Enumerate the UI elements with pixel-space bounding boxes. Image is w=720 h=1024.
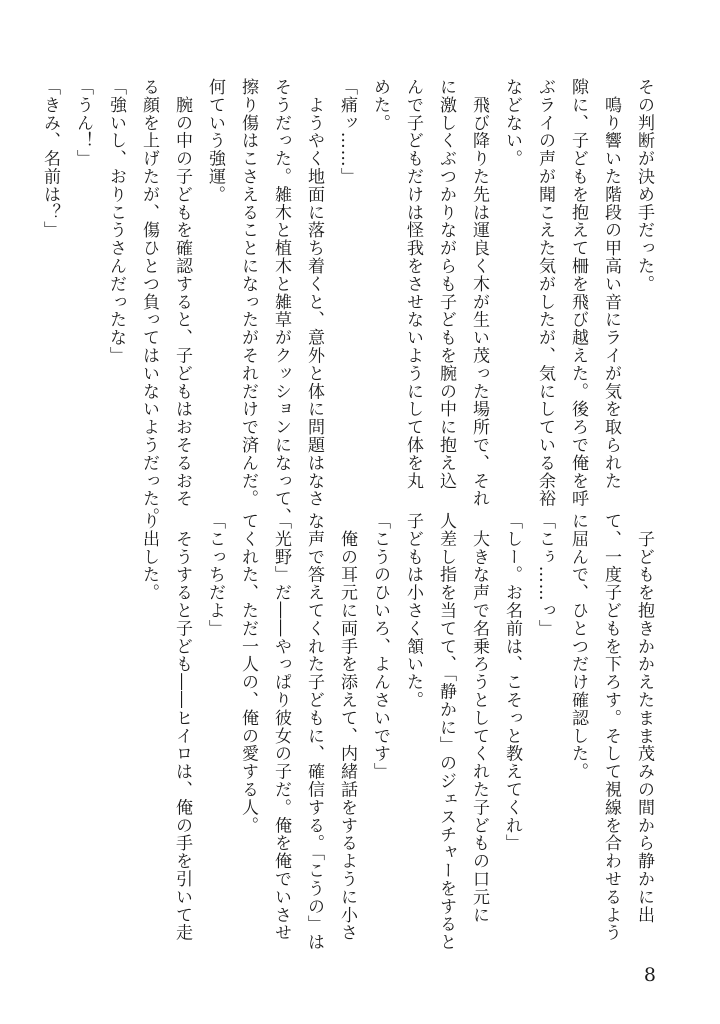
text-block-top — [40, 78, 660, 526]
text-line: んで子どもだけは怪我をさせないようにして体を丸 — [403, 78, 423, 490]
text-line: ぶライの声が聞こえた気がしたが、気にしている余裕 — [535, 78, 555, 508]
text-line: 鳴り響いた階段の甲高い音にライが気を取られた — [601, 78, 621, 490]
text-line: ようやく地面に落ち着くと、意外と体に問題はなさ — [304, 78, 324, 508]
text-line: 隙に、子どもを抱えて柵を飛び越えた。後ろで俺を呼 — [568, 78, 588, 508]
text-line: 人差し指を当てて、「静かに」のジェスチャーをすると — [436, 512, 456, 951]
text-line: 腕の中の子どもを確認すると、子どもはおそるおそ — [172, 78, 192, 508]
text-line: 俺の耳元に両手を添えて、内緒話をするように小さ — [337, 512, 357, 942]
text-line: 「強いし、おりこうさんだったな」 — [106, 78, 126, 365]
text-line: 子どもは小さく頷いた。 — [403, 512, 423, 709]
text-line: な声で答えてくれた子どもに、確信する。「こうの」は — [304, 512, 324, 951]
text-line: てくれた、ただ一人の、俺の愛する人。 — [238, 512, 258, 835]
text-line: そうすると子ども――ヒイロは、俺の手を引いて走 — [172, 512, 192, 942]
text-line: 「きみ、名前は？」 — [40, 78, 60, 240]
text-line: 「こぅ……っ」 — [535, 512, 555, 638]
text-line: そうだった。雑木と植木と雑草がクッションになって、 — [271, 78, 291, 526]
text-line: て、一度子どもを下ろす。そして視線を合わせるよう — [601, 512, 621, 942]
text-line: その判断が決め手だった。 — [634, 78, 654, 293]
text-line: 大きな声で名乗ろうとしてくれた子どもの口元に — [469, 512, 489, 924]
text-line: る顔を上げたが、傷ひとつ負ってはいないようだった。 — [139, 78, 159, 526]
page-number: 8 — [643, 964, 656, 986]
text-line: 飛び降りた先は運良く木が生い茂った場所で、それ — [469, 78, 489, 508]
text-line: 「こっちだよ」 — [205, 512, 225, 638]
text-line: 「痛ッ……」 — [337, 78, 357, 186]
text-line: 「光野」だ――やっぱり彼女の子だ。俺を俺でいさせ — [271, 512, 291, 942]
text-line: などない。 — [502, 78, 522, 168]
text-line: り出した。 — [139, 512, 159, 602]
text-line: 擦り傷はこさえることになったがそれだけで済んだ。 — [238, 78, 258, 508]
text-line: 「うん！」 — [73, 78, 93, 168]
text-line: に激しくぶつかりながらも子どもを腕の中に抱え込 — [436, 78, 456, 490]
text-line: 子どもを抱きかかえたまま茂みの間から静かに出 — [634, 512, 654, 924]
text-line: 「こうのひいろ、よんさいです」 — [370, 512, 390, 781]
text-block-bottom — [139, 512, 660, 951]
text-line: 何ていう強運。 — [205, 78, 225, 204]
text-line: 「しー。お名前は、こそっと教えてくれ」 — [502, 512, 522, 853]
text-line: めた。 — [370, 78, 390, 132]
text-line: に屈んで、ひとつだけ確認した。 — [568, 512, 588, 781]
